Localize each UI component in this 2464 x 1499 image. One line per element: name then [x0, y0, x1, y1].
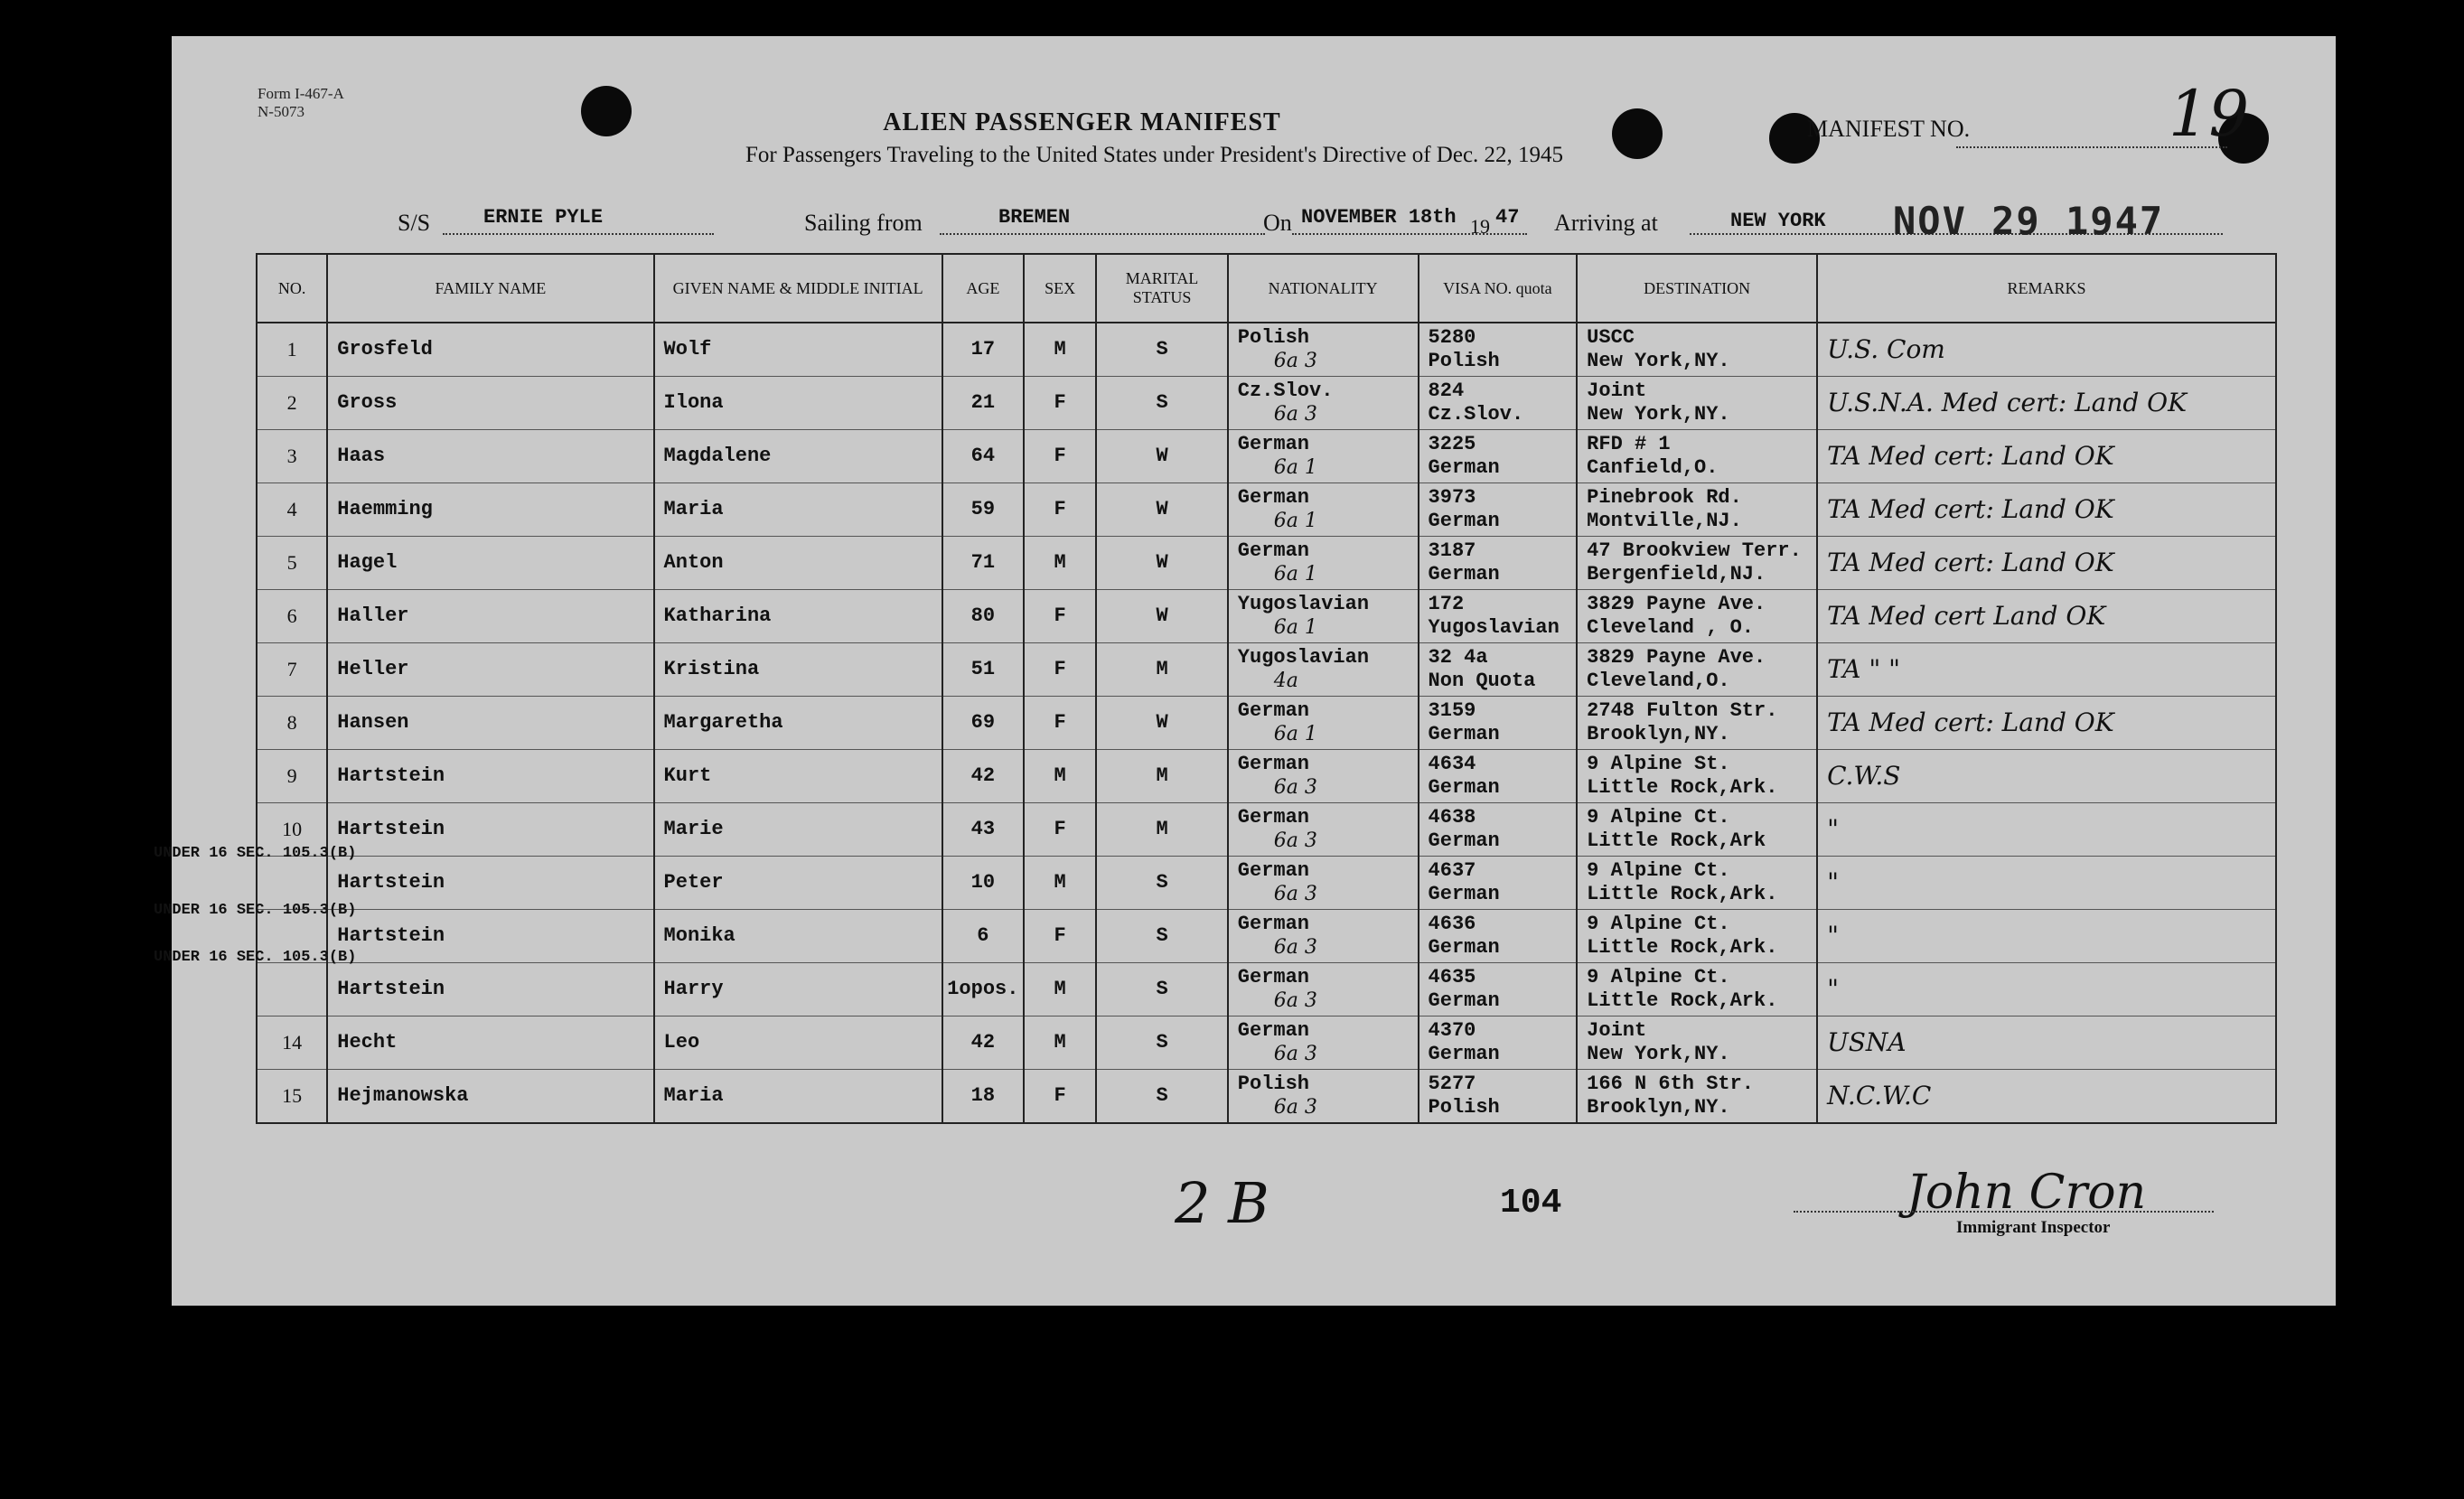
destination-line1: 47 Brookview Terr.: [1587, 539, 1802, 562]
visa-number: 4634: [1428, 753, 1476, 775]
cell-given: Ilona: [654, 377, 942, 430]
destination-line2: Little Rock,Ark.: [1587, 936, 1778, 959]
destination-line1: USCC: [1587, 326, 1635, 349]
cell-remarks: U.S.N.A. Med cert: Land OK: [1817, 377, 2276, 430]
cell-family: Heller: [327, 643, 653, 697]
nationality-note: 6a 3: [1273, 829, 1317, 852]
inspector-label: Immigrant Inspector: [1956, 1218, 2111, 1237]
cell-nationality: [1228, 483, 1419, 537]
destination-line1: 3829 Payne Ave.: [1587, 593, 1766, 615]
on-label: On: [1263, 210, 1292, 236]
visa-quota: German: [1428, 510, 1500, 532]
destination-line1: 9 Alpine St.: [1587, 753, 1730, 775]
cell-nationality: [1228, 430, 1419, 483]
col-header: MARITAL STATUS: [1096, 254, 1228, 323]
cell-remarks: ": [1817, 963, 2276, 1017]
cell-remarks: TA Med cert: Land OK: [1817, 537, 2276, 590]
year-prefix: 19: [1470, 215, 1490, 238]
cell-destination: [1577, 750, 1817, 803]
cell-age: 18: [942, 1070, 1024, 1124]
nationality-text: German: [1237, 486, 1310, 509]
destination-line2: Brooklyn,NY.: [1587, 1096, 1730, 1119]
visa-number: 4637: [1428, 859, 1476, 882]
destination-line1: Joint: [1587, 379, 1647, 402]
cell-family: Hansen: [327, 697, 653, 750]
cell-visa: [1419, 483, 1578, 537]
cell-remarks: TA " ": [1817, 643, 2276, 697]
cell-remarks: ": [1817, 857, 2276, 910]
cell-remarks: ": [1817, 803, 2276, 857]
cell-destination: [1577, 643, 1817, 697]
cell-nationality: [1228, 590, 1419, 643]
cell-nationality: [1228, 963, 1419, 1017]
cell-sex: M: [1024, 323, 1096, 377]
inspector-signature: John Cron: [1907, 1166, 2147, 1220]
table-row: [257, 857, 2276, 910]
destination-line1: RFD # 1: [1587, 433, 1671, 455]
cell-family: Hartstein: [327, 963, 653, 1017]
cell-sex: F: [1024, 697, 1096, 750]
sailing-label: Sailing from: [804, 210, 923, 236]
cell-given: Anton: [654, 537, 942, 590]
table-row: [257, 377, 2276, 430]
cell-destination: [1577, 323, 1817, 377]
destination-line2: Little Rock,Ark.: [1587, 776, 1778, 799]
visa-quota: Cz.Slov.: [1428, 403, 1524, 426]
page-title: ALIEN PASSENGER MANIFEST: [883, 108, 1281, 136]
cell-age: 6: [942, 910, 1024, 963]
cell-marital: M: [1096, 803, 1228, 857]
nationality-note: 6a 1: [1273, 723, 1317, 745]
destination-line2: Little Rock,Ark: [1587, 829, 1766, 852]
cell-age: 43: [942, 803, 1024, 857]
cell-no: 4: [257, 483, 327, 537]
visa-quota: German: [1428, 989, 1500, 1012]
cell-remarks: N.C.W.C: [1817, 1070, 2276, 1124]
cell-marital: S: [1096, 377, 1228, 430]
cell-age: 17: [942, 323, 1024, 377]
cell-destination: [1577, 377, 1817, 430]
cell-given: Monika: [654, 910, 942, 963]
cell-visa: [1419, 910, 1578, 963]
cell-age: 71: [942, 537, 1024, 590]
cell-visa: [1419, 377, 1578, 430]
cell-no: 3: [257, 430, 327, 483]
nationality-note: 6a 3: [1273, 1043, 1317, 1065]
cell-family: Haemming: [327, 483, 653, 537]
visa-number: 824: [1428, 379, 1465, 402]
visa-number: 3187: [1428, 539, 1476, 562]
col-header: NO.: [257, 254, 327, 323]
col-header: DESTINATION: [1577, 254, 1817, 323]
cell-no: 2: [257, 377, 327, 430]
cell-sex: F: [1024, 430, 1096, 483]
cell-given: Leo: [654, 1017, 942, 1070]
nationality-text: German: [1237, 699, 1310, 722]
cell-given: Maria: [654, 1070, 942, 1124]
visa-number: 4636: [1428, 913, 1476, 935]
destination-line1: Joint: [1587, 1019, 1647, 1042]
cell-visa: [1419, 643, 1578, 697]
table-row: [257, 803, 2276, 857]
cell-nationality: [1228, 857, 1419, 910]
cell-sex: F: [1024, 590, 1096, 643]
table-row: [257, 963, 2276, 1017]
cell-nationality: [1228, 377, 1419, 430]
cell-destination: [1577, 803, 1817, 857]
cell-visa: [1419, 323, 1578, 377]
table-row: [257, 1017, 2276, 1070]
cell-given: Peter: [654, 857, 942, 910]
cell-destination: [1577, 1017, 1817, 1070]
cell-given: Wolf: [654, 323, 942, 377]
cell-family: Gross: [327, 377, 653, 430]
cell-given: Marie: [654, 803, 942, 857]
cell-no: 9: [257, 750, 327, 803]
cell-destination: [1577, 697, 1817, 750]
nationality-text: German: [1237, 859, 1310, 882]
cell-destination: [1577, 1070, 1817, 1124]
cell-visa: [1419, 697, 1578, 750]
cell-sex: F: [1024, 910, 1096, 963]
cell-sex: F: [1024, 643, 1096, 697]
cell-no: 6: [257, 590, 327, 643]
destination-line2: Cleveland , O.: [1587, 616, 1755, 639]
nationality-note: 6a 3: [1273, 936, 1317, 959]
signature-line: [1794, 1211, 2214, 1213]
visa-quota: German: [1428, 883, 1500, 905]
cell-remarks: TA Med cert: Land OK: [1817, 430, 2276, 483]
nationality-text: Polish: [1237, 1073, 1310, 1095]
cell-nationality: [1228, 323, 1419, 377]
visa-number: 5280: [1428, 326, 1476, 349]
visa-number: 4370: [1428, 1019, 1476, 1042]
cell-no: [257, 963, 327, 1017]
passenger-table: [256, 253, 2277, 1124]
cell-marital: S: [1096, 1070, 1228, 1124]
nationality-note: 6a 3: [1273, 776, 1317, 799]
table-header: [257, 254, 2276, 323]
destination-line1: 9 Alpine Ct.: [1587, 859, 1730, 882]
cell-given: Magdalene: [654, 430, 942, 483]
cell-remarks: ": [1817, 910, 2276, 963]
sailing-line: [940, 233, 1265, 235]
table-row: [257, 590, 2276, 643]
form-number: Form I-467-A: [258, 85, 344, 102]
table-row: [257, 697, 2276, 750]
table-row: [257, 750, 2276, 803]
arriving-label: Arriving at: [1554, 210, 1658, 236]
visa-quota: German: [1428, 829, 1500, 852]
col-header: FAMILY NAME: [327, 254, 653, 323]
cell-marital: W: [1096, 697, 1228, 750]
destination-line2: Bergenfield,NJ.: [1587, 563, 1766, 586]
cell-sex: M: [1024, 963, 1096, 1017]
cell-visa: [1419, 857, 1578, 910]
cell-visa: [1419, 430, 1578, 483]
form-code: N-5073: [258, 103, 304, 120]
visa-quota: German: [1428, 456, 1500, 479]
cell-age: 42: [942, 1017, 1024, 1070]
cell-nationality: [1228, 803, 1419, 857]
manifest-sheet: [154, 36, 2336, 1306]
destination-line2: Cleveland,O.: [1587, 670, 1730, 692]
cell-nationality: [1228, 1070, 1419, 1124]
cell-marital: W: [1096, 483, 1228, 537]
cell-family: Hartstein: [327, 857, 653, 910]
visa-quota: Non Quota: [1428, 670, 1536, 692]
manifest-number: 19: [2169, 77, 2250, 151]
cell-marital: S: [1096, 857, 1228, 910]
cell-sex: F: [1024, 483, 1096, 537]
cell-destination: [1577, 857, 1817, 910]
table-row: [257, 483, 2276, 537]
nationality-text: German: [1237, 753, 1310, 775]
cell-visa: [1419, 750, 1578, 803]
ship-label: S/S: [398, 210, 431, 236]
cell-no: 7: [257, 643, 327, 697]
destination-line2: Montville,NJ.: [1587, 510, 1742, 532]
cell-marital: S: [1096, 963, 1228, 1017]
cell-nationality: [1228, 697, 1419, 750]
cell-marital: M: [1096, 643, 1228, 697]
cell-visa: [1419, 590, 1578, 643]
nationality-text: German: [1237, 913, 1310, 935]
destination-line2: New York,NY.: [1587, 1043, 1730, 1065]
cell-family: Hartstein: [327, 750, 653, 803]
visa-quota: German: [1428, 563, 1500, 586]
cell-destination: [1577, 910, 1817, 963]
col-header: REMARKS: [1817, 254, 2276, 323]
nationality-note: 6a 3: [1273, 350, 1317, 372]
cell-no: 5: [257, 537, 327, 590]
cell-sex: M: [1024, 537, 1096, 590]
cell-marital: W: [1096, 537, 1228, 590]
cell-family: Hecht: [327, 1017, 653, 1070]
col-header: GIVEN NAME & MIDDLE INITIAL: [654, 254, 942, 323]
cell-sex: F: [1024, 803, 1096, 857]
visa-quota: Yugoslavian: [1428, 616, 1560, 639]
cell-given: Kristina: [654, 643, 942, 697]
nationality-note: 6a 1: [1273, 563, 1317, 586]
nationality-note: 6a 1: [1273, 616, 1317, 639]
destination-line1: 166 N 6th Str.: [1587, 1073, 1755, 1095]
nationality-note: 6a 1: [1273, 456, 1317, 479]
table-row: [257, 643, 2276, 697]
ship-line: [443, 233, 714, 235]
cell-nationality: [1228, 1017, 1419, 1070]
cell-sex: M: [1024, 857, 1096, 910]
cell-nationality: [1228, 537, 1419, 590]
cell-age: 21: [942, 377, 1024, 430]
page-subtitle: For Passengers Traveling to the United States under President's Directive of Dec. 22, 1945: [745, 143, 1564, 167]
cell-sex: F: [1024, 377, 1096, 430]
cell-given: Harry: [654, 963, 942, 1017]
cell-age: 1opos.: [942, 963, 1024, 1017]
departure-date: NOVEMBER 18th: [1301, 206, 1457, 229]
nationality-note: 6a 3: [1273, 989, 1317, 1012]
cell-visa: [1419, 803, 1578, 857]
visa-number: 3159: [1428, 699, 1476, 722]
cell-age: 69: [942, 697, 1024, 750]
destination-line1: 2748 Fulton Str.: [1587, 699, 1778, 722]
nationality-note: 6a 3: [1273, 883, 1317, 905]
cell-given: Maria: [654, 483, 942, 537]
nationality-note: 6a 3: [1273, 403, 1317, 426]
table-row: [257, 1070, 2276, 1124]
cell-sex: M: [1024, 750, 1096, 803]
cell-no: 8: [257, 697, 327, 750]
col-header: NATIONALITY: [1228, 254, 1419, 323]
cell-destination: [1577, 590, 1817, 643]
cell-remarks: USNA: [1817, 1017, 2276, 1070]
cell-destination: [1577, 483, 1817, 537]
destination-line1: Pinebrook Rd.: [1587, 486, 1742, 509]
visa-number: 4635: [1428, 966, 1476, 988]
cell-no: 10: [257, 803, 327, 857]
cell-visa: [1419, 1070, 1578, 1124]
sailing-from: BREMEN: [998, 206, 1071, 229]
nationality-note: 6a 1: [1273, 510, 1317, 532]
visa-quota: Polish: [1428, 350, 1500, 372]
cell-nationality: [1228, 910, 1419, 963]
cell-family: Hagel: [327, 537, 653, 590]
cell-family: Haas: [327, 430, 653, 483]
cell-remarks: TA Med cert: Land OK: [1817, 697, 2276, 750]
destination-line2: New York,NY.: [1587, 403, 1730, 426]
table-row: [257, 430, 2276, 483]
cell-age: 10: [942, 857, 1024, 910]
visa-number: 32 4a: [1428, 646, 1488, 669]
cell-remarks: C.W.S: [1817, 750, 2276, 803]
departure-year: 47: [1495, 206, 1520, 229]
arriving-at: NEW YORK: [1730, 210, 1826, 232]
destination-line1: 9 Alpine Ct.: [1587, 806, 1730, 829]
cell-family: Grosfeld: [327, 323, 653, 377]
visa-quota: German: [1428, 723, 1500, 745]
cell-marital: W: [1096, 590, 1228, 643]
nationality-text: Yugoslavian: [1237, 646, 1370, 669]
cell-age: 42: [942, 750, 1024, 803]
visa-number: 3225: [1428, 433, 1476, 455]
cell-marital: M: [1096, 750, 1228, 803]
nationality-text: German: [1237, 433, 1310, 455]
destination-line1: 3829 Payne Ave.: [1587, 646, 1766, 669]
nationality-text: Cz.Slov.: [1237, 379, 1334, 402]
cell-marital: S: [1096, 1017, 1228, 1070]
cell-sex: F: [1024, 1070, 1096, 1124]
col-header: SEX: [1024, 254, 1096, 323]
destination-line2: Little Rock,Ark.: [1587, 989, 1778, 1012]
visa-quota: German: [1428, 936, 1500, 959]
nationality-text: Polish: [1237, 326, 1310, 349]
side-note: UNDER 16 SEC. 105.3(B): [154, 845, 357, 862]
destination-line2: Canfield,O.: [1587, 456, 1719, 479]
destination-line2: New York,NY.: [1587, 350, 1730, 372]
col-header: VISA NO. quota: [1419, 254, 1578, 323]
date-line: [1292, 233, 1527, 235]
destination-line1: 9 Alpine Ct.: [1587, 913, 1730, 935]
cell-marital: S: [1096, 323, 1228, 377]
cell-nationality: [1228, 643, 1419, 697]
cell-marital: W: [1096, 430, 1228, 483]
cell-age: 51: [942, 643, 1024, 697]
cell-family: Hartstein: [327, 803, 653, 857]
cell-destination: [1577, 430, 1817, 483]
cell-destination: [1577, 963, 1817, 1017]
inspector-initials: 2 B: [1175, 1170, 1269, 1236]
visa-quota: Polish: [1428, 1096, 1500, 1119]
nationality-text: German: [1237, 806, 1310, 829]
cell-visa: [1419, 537, 1578, 590]
cell-remarks: TA Med cert: Land OK: [1817, 483, 2276, 537]
cell-family: Hejmanowska: [327, 1070, 653, 1124]
manifest-label: MANIFEST NO.: [1807, 116, 1971, 142]
nationality-text: German: [1237, 1019, 1310, 1042]
ship-name: ERNIE PYLE: [483, 206, 604, 229]
nationality-text: Yugoslavian: [1237, 593, 1370, 615]
visa-number: 172: [1428, 593, 1465, 615]
col-header: AGE: [942, 254, 1024, 323]
cell-given: Katharina: [654, 590, 942, 643]
cell-visa: [1419, 963, 1578, 1017]
cell-nationality: [1228, 750, 1419, 803]
cell-age: 80: [942, 590, 1024, 643]
side-note: UNDER 16 SEC. 105.3(B): [154, 902, 357, 919]
side-note: UNDER 16 SEC. 105.3(B): [154, 949, 357, 966]
table-row: [257, 323, 2276, 377]
visa-number: 5277: [1428, 1073, 1476, 1095]
destination-line2: Little Rock,Ark.: [1587, 883, 1778, 905]
cell-no: 14: [257, 1017, 327, 1070]
nationality-note: 4a: [1273, 670, 1298, 692]
page-number: 104: [1500, 1184, 1562, 1223]
cell-age: 64: [942, 430, 1024, 483]
cell-no: 15: [257, 1070, 327, 1124]
arrival-stamp: NOV 29 1947: [1893, 199, 2165, 243]
cell-marital: S: [1096, 910, 1228, 963]
cell-given: Margaretha: [654, 697, 942, 750]
table-row: [257, 537, 2276, 590]
cell-remarks: U.S. Com: [1817, 323, 2276, 377]
visa-number: 4638: [1428, 806, 1476, 829]
cell-age: 59: [942, 483, 1024, 537]
destination-line2: Brooklyn,NY.: [1587, 723, 1730, 745]
cell-visa: [1419, 1017, 1578, 1070]
cell-destination: [1577, 537, 1817, 590]
destination-line1: 9 Alpine Ct.: [1587, 966, 1730, 988]
cell-remarks: TA Med cert Land OK: [1817, 590, 2276, 643]
cell-family: Haller: [327, 590, 653, 643]
nationality-text: German: [1237, 539, 1310, 562]
visa-quota: German: [1428, 776, 1500, 799]
visa-quota: German: [1428, 1043, 1500, 1065]
table-row: [257, 910, 2276, 963]
cell-no: 1: [257, 323, 327, 377]
nationality-text: German: [1237, 966, 1310, 988]
nationality-note: 6a 3: [1273, 1096, 1317, 1119]
visa-number: 3973: [1428, 486, 1476, 509]
cell-sex: M: [1024, 1017, 1096, 1070]
cell-given: Kurt: [654, 750, 942, 803]
cell-family: Hartstein: [327, 910, 653, 963]
